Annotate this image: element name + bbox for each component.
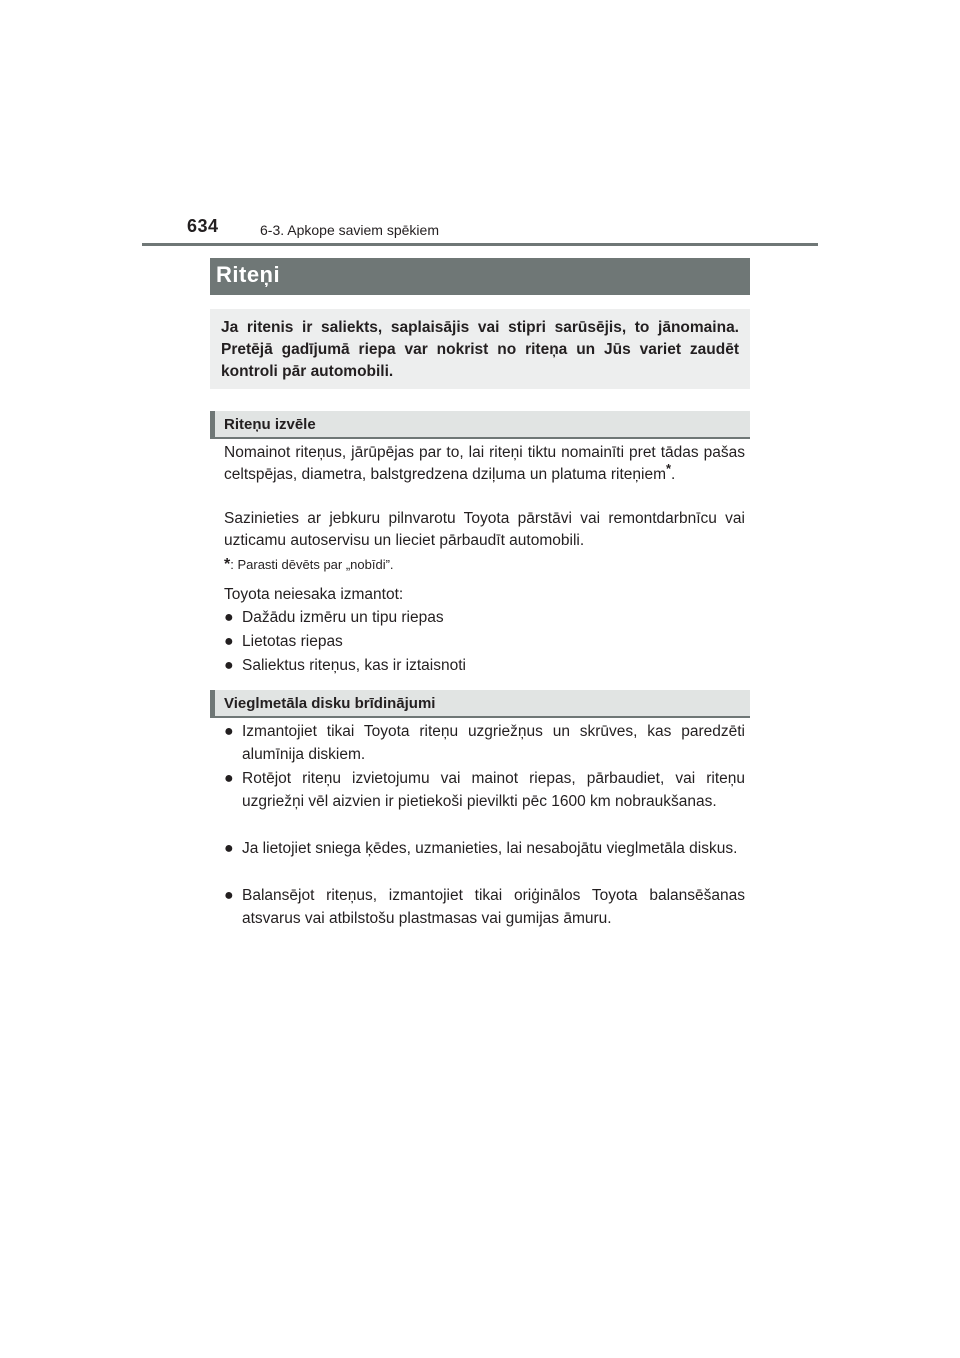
intro-box [210, 309, 750, 389]
bullet-text: Dažādu izmēru un tipu riepas [242, 609, 444, 626]
bullet-text: Lietotas riepas [242, 633, 343, 650]
bullet-item [224, 838, 745, 861]
bullet-item [224, 631, 745, 654]
subheading-marker [210, 411, 215, 437]
title-bar [210, 258, 750, 295]
subheading-alloy-warnings [210, 690, 750, 718]
bullet-item [224, 885, 745, 930]
page-title: Riteņi [216, 262, 281, 287]
bullet-text: Saliektus riteņus, kas ir iztaisnoti [242, 657, 466, 674]
intro-text: Ja ritenis ir saliekts, saplaisājis vai stipri sarūsējis, to jānomaina. Pretējā gadījumā riepa var nokrist no riteņa un Jūs variet zaudēt kontroli pār automobili. [221, 319, 739, 380]
bullet-item [224, 607, 745, 630]
bullet-icon: ● [224, 723, 234, 740]
bullet-icon: ● [224, 887, 234, 904]
footnote-asterisk: * [224, 556, 231, 573]
footnote-text: : Parasti dēvēts par „nobīdi”. [230, 557, 394, 572]
subheading-marker [210, 690, 215, 716]
bullet-item [224, 655, 745, 678]
section-label: 6-3. Apkope saviem spēkiem [260, 222, 439, 238]
subheading-text: Vieglmetāla disku brīdinājumi [224, 695, 436, 712]
bullet-text: Balansējot riteņus, izmantojiet tikai oriģinālos Toyota balansēšanas atsvarus vai atbilstošu plastmasas vai gumijas āmuru. [242, 887, 745, 927]
page-number: 634 [187, 216, 219, 236]
subheading-wheel-selection [210, 411, 750, 439]
bullet-text: Ja lietojiet sniega ķēdes, uzmanieties, lai nesabojātu vieglmetāla diskus. [242, 840, 738, 857]
bullet-text: Rotējot riteņu izvietojumu vai mainot riepas, pārbaudiet, vai riteņu uzgriežņi vēl aizvien ir pietiekoši pievilkti pēc 1600 km nobraukšanas. [242, 770, 745, 810]
asterisk-mark: * [665, 460, 672, 476]
bullet-item [224, 721, 745, 766]
subheading-text: Riteņu izvēle [224, 416, 316, 433]
bullet-item [224, 768, 745, 813]
header-rule [142, 243, 818, 246]
page-header [142, 212, 818, 246]
paragraph-dealer: Sazinieties ar jebkuru pilnvarotu Toyota pārstāvi vai remontdarbnīcu vai uzticamu autoservisu un lieciet pārbaudīt automobili. [224, 510, 745, 549]
bullet-icon: ● [224, 657, 234, 674]
bullet-icon: ● [224, 770, 234, 787]
paragraph-period: . [671, 466, 676, 483]
bullet-icon: ● [224, 633, 234, 650]
bullet-icon: ● [224, 609, 234, 626]
paragraph-text: Nomainot riteņus, jārūpējas par to, lai riteņi tiktu nomainīti pret tādas pašas celtspējas, diametra, balstgredzena dziļuma un platuma riteņiem [224, 444, 745, 483]
bullet-icon: ● [224, 840, 234, 857]
lead-text: Toyota neiesaka izmantot: [224, 586, 404, 603]
bullet-text: Izmantojiet tikai Toyota riteņu uzgriežņus un skrūves, kas paredzēti alumīnija diskiem. [242, 723, 745, 763]
footnote [224, 556, 394, 574]
paragraph-replacement [224, 442, 745, 486]
